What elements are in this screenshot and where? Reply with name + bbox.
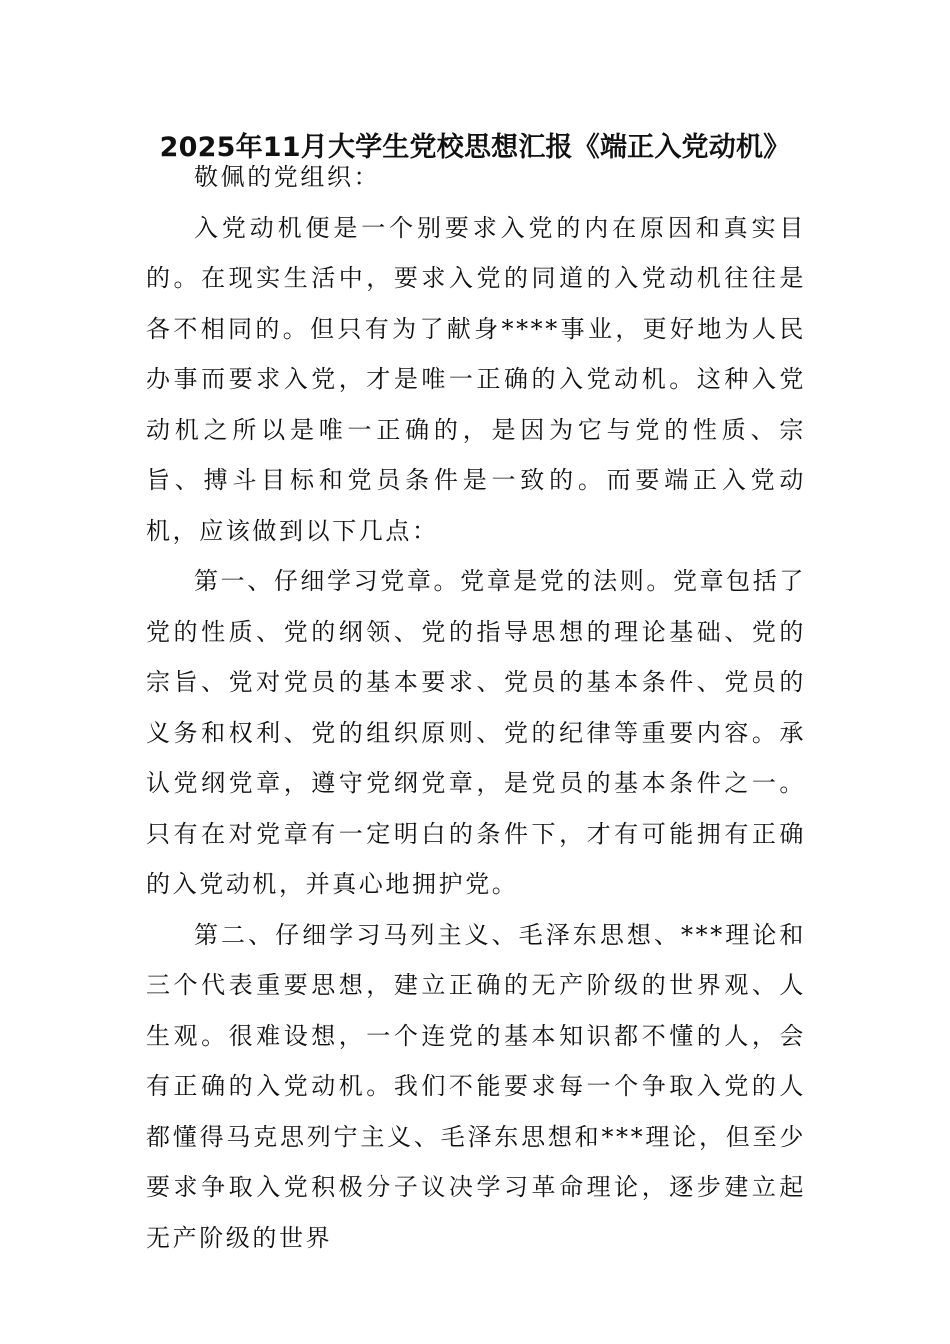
salutation: 敬佩的党组织：	[194, 163, 381, 191]
paragraph-second-point: 第二、仔细学习马列主义、毛泽东思想、***理论和三个代表重要思想，建立正确的无产阶级的世界观、人生观。很难设想，一个连党的基本知识都不懂的人，会有正确的入党动机。我们不能要求每一个争取入党的人都懂得马克思列宁主义、毛泽东思想和***理论，但至少要求争取入党积极分子议决学习革命理论，逐步建立起无产阶级的世界	[146, 920, 806, 1252]
paragraph-first-point: 第一、仔细学习党章。党章是党的法则。党章包括了党的性质、党的纲领、党的指导思想的理论基础、党的宗旨、党对党员的基本要求、党员的基本条件、党员的义务和权利、党的组织原则、党的纪律等重要内容。承认党纲党章，遵守党纲党章，是党员的基本条件之一。只有在对党章有一定明白的条件下，才有可能拥有正确的入党动机，并真心地拥护党。	[146, 567, 806, 898]
paragraph-intro: 入党动机便是一个别要求入党的内在原因和真实目的。在现实生活中，要求入党的同道的入党动机往往是各不相同的。但只有为了献身****事业，更好地为人民办事而要求入党，才是唯一正确的入党动机。这种入党动机之所以是唯一正确的，是因为它与党的性质、宗旨、搏斗目标和党员条件是一致的。而要端正入党动机，应该做到以下几点：	[146, 213, 806, 545]
document-body	[146, 152, 806, 1263]
document-title: 2025年11月大学生党校思想汇报《端正入党动机》	[159, 132, 791, 163]
